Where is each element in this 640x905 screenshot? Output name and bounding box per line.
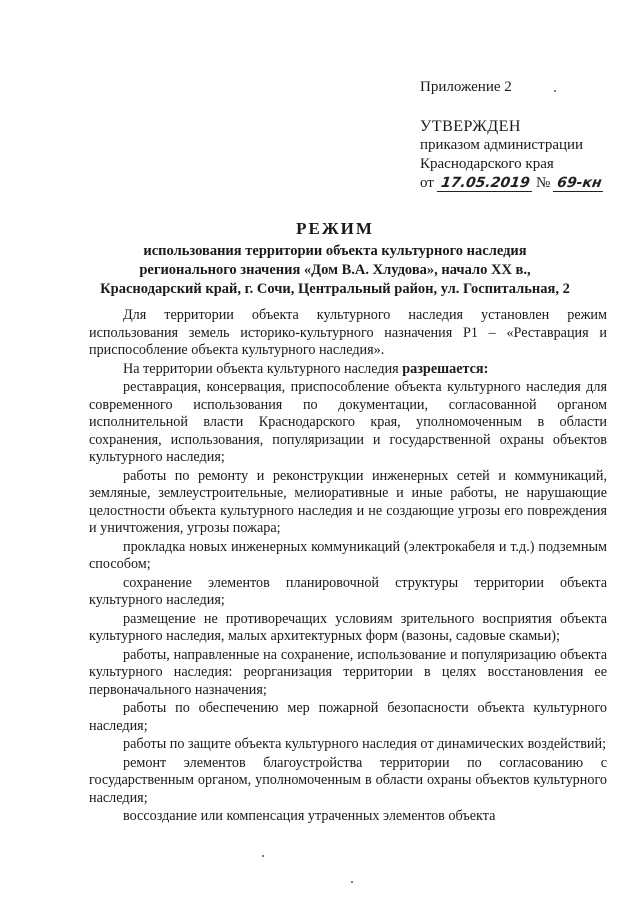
appendix-label: Приложение 2 (420, 79, 512, 95)
list-item: реставрация, консервация, приспособление объекта культурного наследия для современного использования по документации, согласованной органом исполнительной власти Краснодарского края, уполномоченным в области сохранения, использования, популяризации и государственной охраны объектов культурного наследия; (89, 379, 607, 465)
document-heading (80, 218, 590, 299)
list-item: воссоздание или компенсация утраченных элементов объекта (123, 808, 496, 824)
number-prefix: № (535, 175, 551, 191)
handwritten-number: 69-кн (553, 176, 606, 192)
intro-paragraph: Для территории объекта культурного наследия установлен режим использования земель историко-культурного назначения Р1 – «Реставрация и приспособление объекта культурного наследия». (89, 307, 607, 358)
allowed-prefix: На территории объекта культурного наследия (123, 360, 403, 377)
heading-line-2: регионального значения «Дом В.А. Хлудова», начало ХХ в., (139, 262, 531, 278)
approval-line-2: Краснодарского края (420, 156, 554, 172)
list-item: сохранение элементов планировочной структуры территории объекта культурного наследия; (89, 574, 607, 608)
approved-label: УТВЕРЖДЕН (420, 118, 521, 135)
from-prefix: от (420, 175, 434, 191)
list-item: работы по обеспечению мер пожарной безопасности объекта культурного наследия; (89, 700, 607, 734)
list-item: ремонт элементов благоустройства территории по согласованию с государственным органом, уполномоченным в области охраны объектов культурного наследия; (89, 754, 607, 806)
allowed-bold: разрешается: (402, 360, 489, 377)
list-item: размещение не противоречащих условиям зрительного восприятия объекта культурного наследия, малых архитектурных форм (вазоны, садовые скамьи); (89, 610, 607, 644)
order-line (420, 174, 620, 193)
approval-block (420, 78, 620, 193)
list-item: работы, направленные на сохранение, использование и популяризацию объекта культурного наследия: реорганизация территории в целях восстановления ее первоначального назначения; (89, 646, 607, 698)
scan-speck (351, 881, 353, 883)
scan-speck (262, 855, 264, 857)
approval-line-1: приказом администрации (420, 137, 584, 153)
list-item: работы по ремонту и реконструкции инженерных сетей и коммуникаций, земляные, землеустроительные, мелиоративные и иные работы, не нарушающие целостности объекта культурного наследия и не создающие угрозы его повреждения и уничтожения, угрозы пожара; (89, 467, 607, 536)
allowed-paragraph (89, 361, 607, 379)
heading-line-3: Краснодарский край, г. Сочи, Центральный район, ул. Госпитальная, 2 (100, 281, 570, 297)
document-body (89, 307, 607, 827)
scan-speck (554, 90, 556, 92)
handwritten-date: 17.05.2019 (436, 176, 533, 192)
document-title: РЕЖИМ (296, 219, 374, 238)
list-item: прокладка новых инженерных коммуникаций (электрокабеля и т.д.) подземным способом; (89, 538, 607, 572)
heading-line-1: использования территории объекта культурного наследия (143, 243, 527, 259)
list-item: работы по защите объекта культурного наследия от динамических воздействий; (123, 736, 607, 752)
